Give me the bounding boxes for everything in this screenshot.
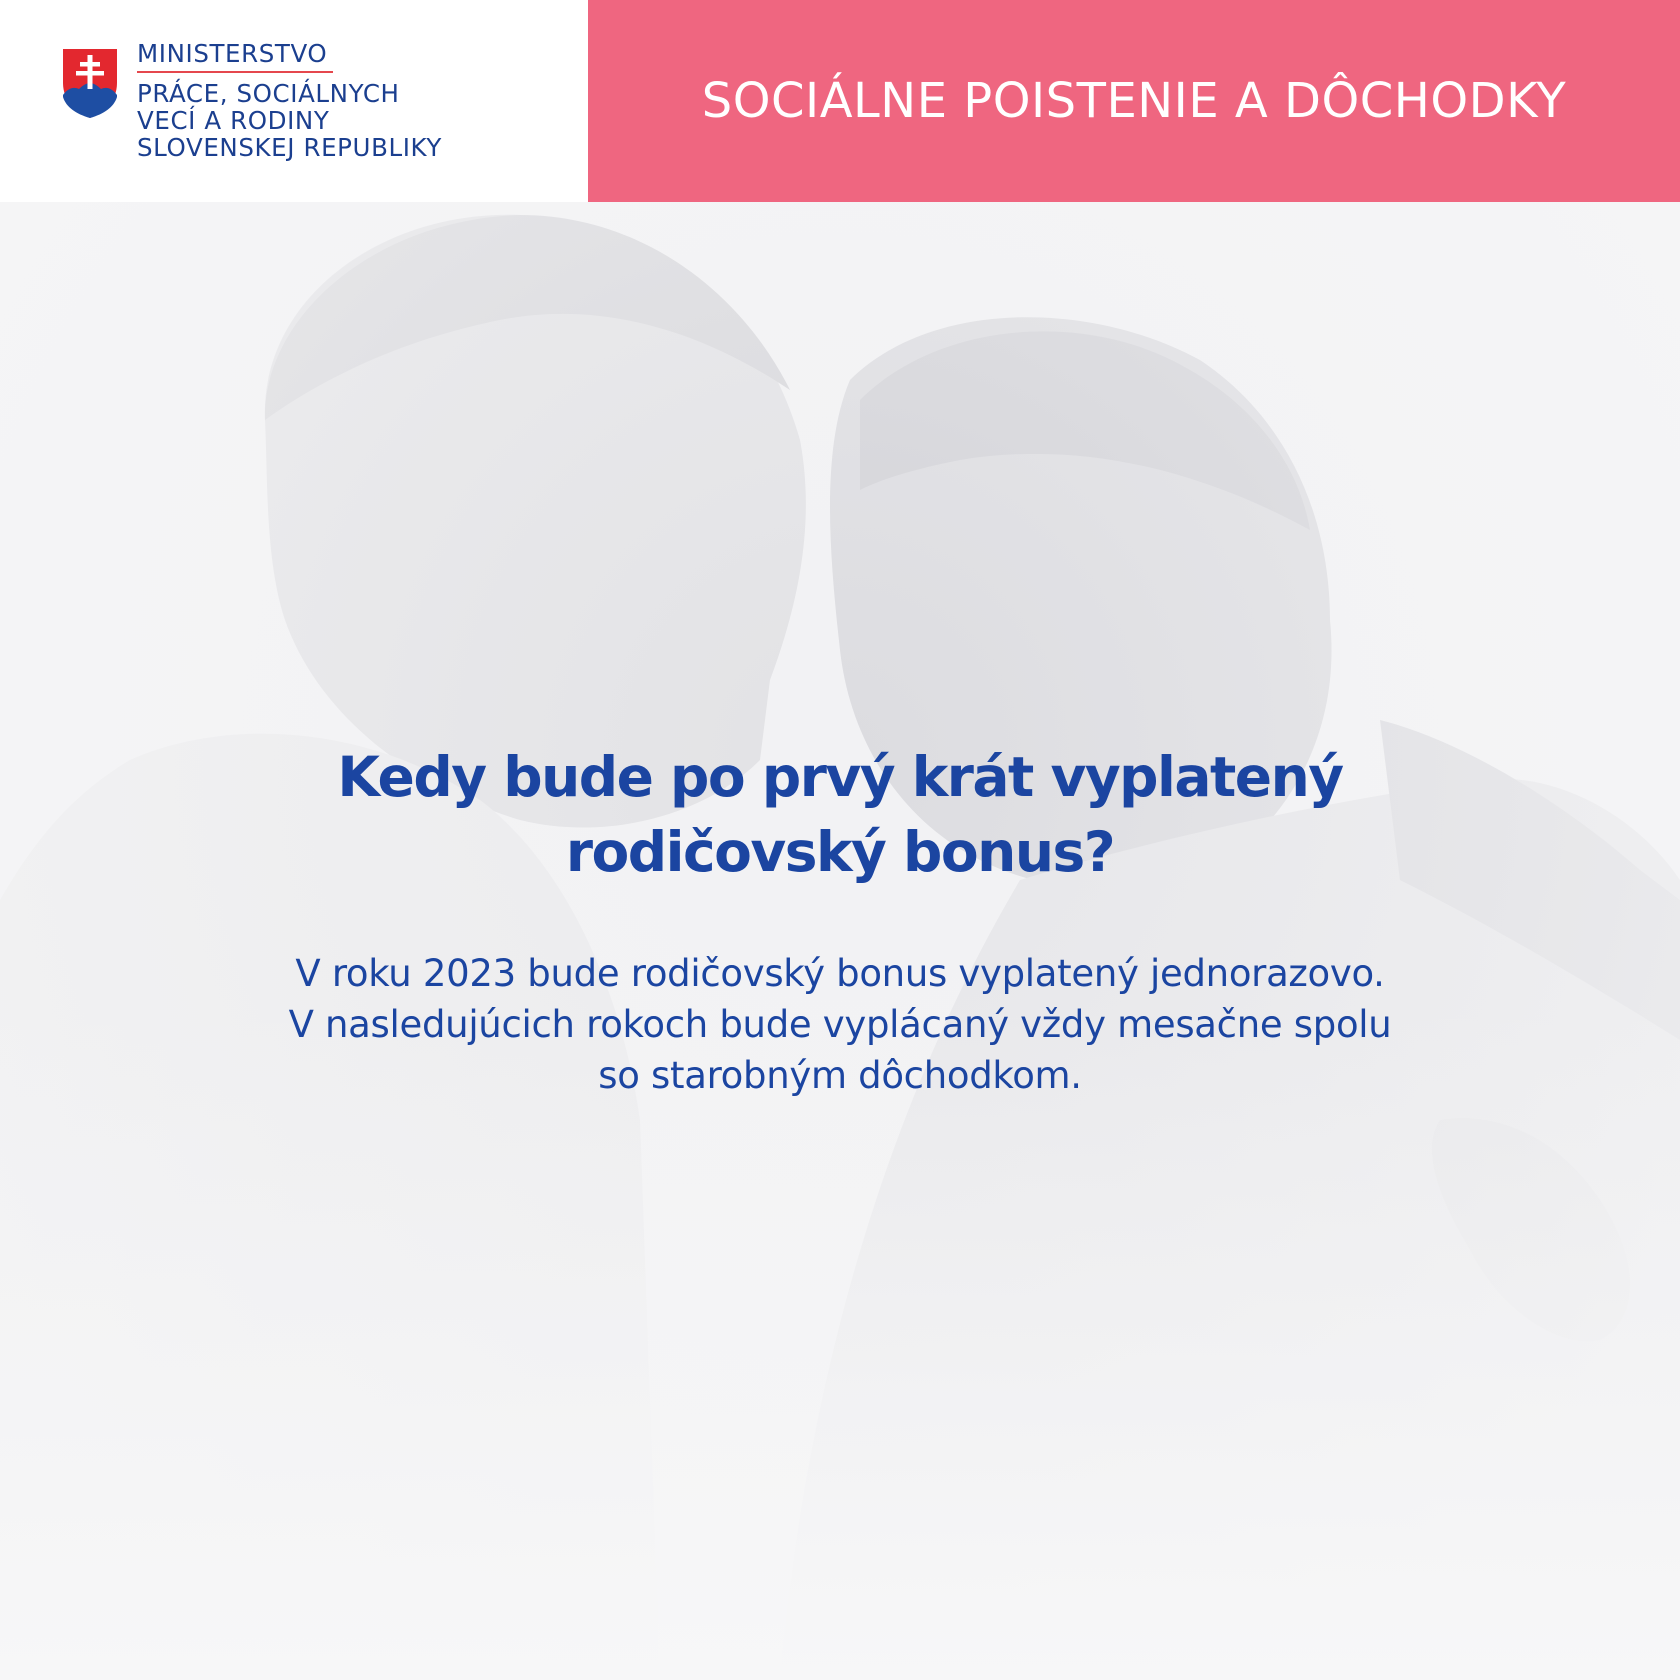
answer-line-1: V roku 2023 bude rodičovský bonus vyplatený jednorazovo. xyxy=(295,952,1385,995)
question-line-2: rodičovský bonus? xyxy=(565,820,1115,884)
answer-text xyxy=(140,948,1540,1101)
question-heading xyxy=(140,740,1540,890)
ministry-name-line-3: VECÍ A RODINY xyxy=(137,106,330,135)
answer-line-2: V nasledujúcich rokoch bude vyplácaný vždy mesačne spolu xyxy=(288,1003,1392,1046)
answer-line-3: so starobným dôchodkom. xyxy=(598,1054,1082,1097)
ministry-name-line-2: PRÁCE, SOCIÁLNYCH xyxy=(137,79,400,108)
ministry-name-line-4: SLOVENSKEJ REPUBLIKY xyxy=(137,133,442,162)
ministry-name-line-1: MINISTERSTVO xyxy=(137,40,333,73)
question-line-1: Kedy bude po prvý krát vyplatený xyxy=(337,745,1343,809)
category-banner-title: SOCIÁLNE POISTENIE A DÔCHODKY xyxy=(701,73,1567,129)
